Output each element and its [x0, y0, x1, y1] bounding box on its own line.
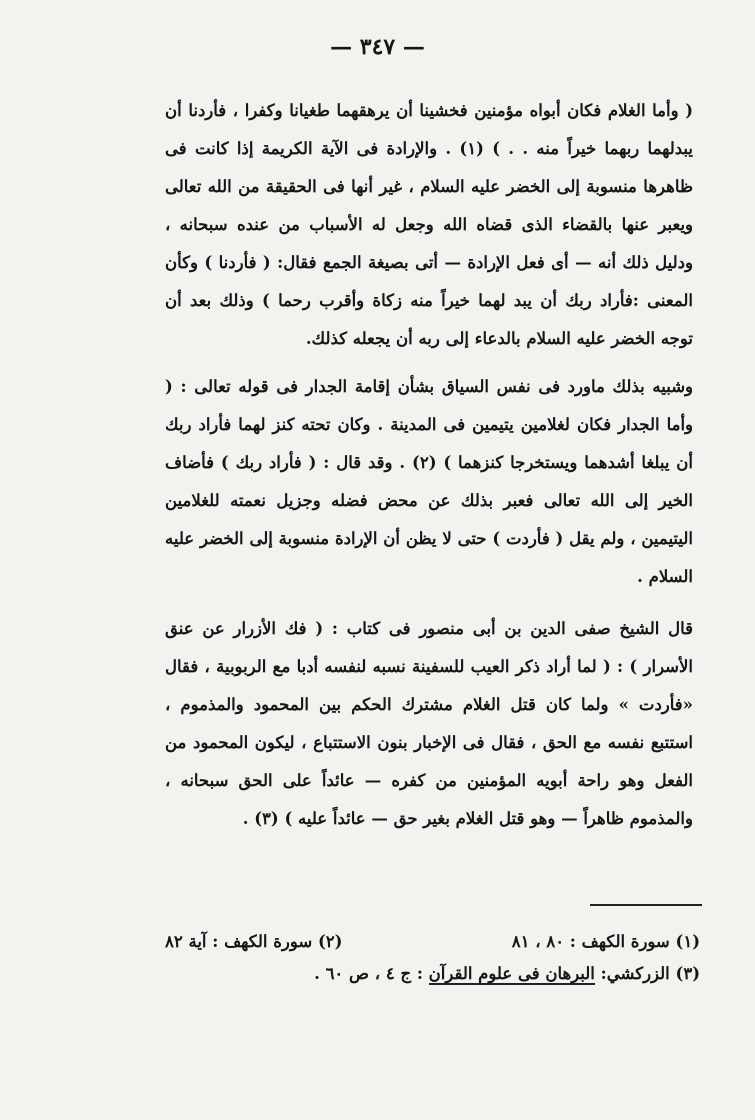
footnote-row-1: [165, 926, 700, 958]
footnote-3-suffix: : ج ٤ ، ص ٦٠ .: [314, 964, 429, 983]
footnotes: [165, 926, 700, 990]
footnote-3: [165, 958, 700, 990]
footnote-1: (١) سورة الكهف : ٨٠ ، ٨١: [511, 932, 700, 951]
body-text: [165, 92, 693, 838]
footnote-2: (٢) سورة الكهف : آية ٨٢: [165, 932, 343, 951]
footnote-3-title: البرهان فى علوم القرآن: [428, 964, 595, 983]
page-number: — ٣٤٧ —: [330, 34, 425, 60]
paragraph-1: ( وأما الغلام فكان أبواه مؤمنين فخشينا أن يرهقهما طغيانا وكفرا ، فأردنا أن يبدلهما ربهما خيراً منه . . ) (١) . والإرادة فى الآية الكريمة إذا كانت فى ظاهرها منسوبة إلى الخضر عليه السلام ، غير أنها فى الحقيقة من الله تعالى ويعبر عنها بالقضاء الذى قضاه الله وجعل له الأسباب من عنده سبحانه ، ودليل ذلك أنه — أى فعل الإرادة — أتى بصيغة الجمع فقال: ( فأردنا ) وكأن المعنى :فأراد ربك أن يبد لهما خيراً منه زكاة وأقرب رحما ) وذلك بعد أن توجه الخضر عليه السلام بالدعاء إلى ربه أن يجعله كذلك.: [165, 101, 693, 348]
footnote-3-prefix: (٣) الزركشي:: [594, 964, 700, 983]
paragraph-3: قال الشيخ صفى الدين بن أبى منصور فى كتاب : ( فك الأزرار عن عنق الأسرار ) : ( لما أراد ذكر العيب للسفينة نسبه لنفسه أدبا مع الربوبية ، فقال «فأردت » ولما كان قتل الغلام مشترك الحكم بين المحمود والمذموم ، استتبع نفسه مع الحق ، فقال فى الإخبار بنون الاستتباع ، ليكون المحمود من الفعل وهو راحة أبويه المؤمنين من كفره — عائداً على الحق سبحانه ، والمذموم ظاهراً — وهو قتل الغلام بغير حق — عائداً عليه ) (٣) .: [165, 619, 693, 828]
paragraph-2: وشبيه بذلك ماورد فى نفس السياق بشأن إقامة الجدار فى قوله تعالى : ( وأما الجدار فكان لغلامين يتيمين فى المدينة . وكان تحته كنز لهما فأراد ربك أن يبلغا أشدهما ويستخرجا كنزهما ) (٢) . وقد قال : ( فأراد ربك ) فأضاف الخير إلى الله تعالى فعبر بذلك عن محض فضله وجزيل نعمته للغلامين اليتيمين ، ولم يقل ( فأردت ) حتى لا يظن أن الإرادة منسوبة إلى الخضر عليه السلام .: [165, 377, 693, 586]
footnote-divider: [590, 904, 702, 906]
